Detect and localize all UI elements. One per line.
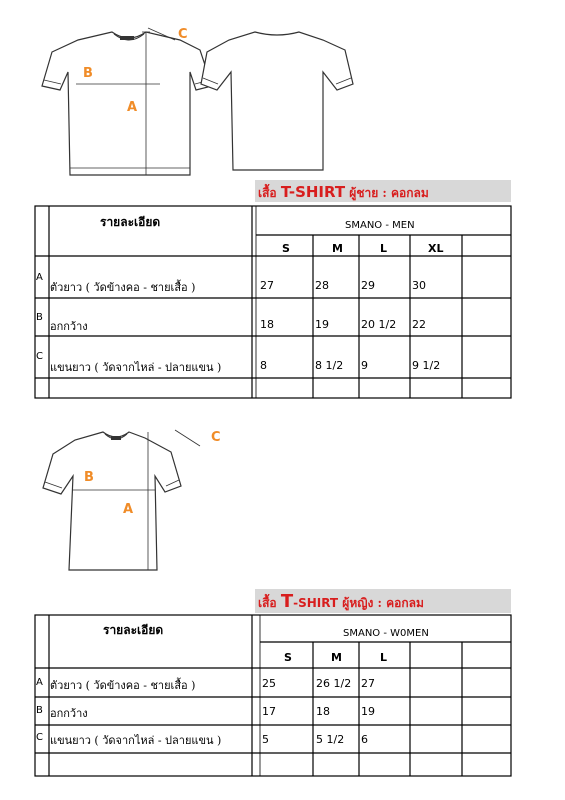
men-row-b-label: อกกว้าง [50, 320, 88, 333]
women-row-a-code: A [36, 677, 43, 688]
women-row-a-s: 25 [262, 677, 276, 690]
men-row-a-xl: 30 [412, 279, 426, 292]
men-row-c-code: C [36, 351, 43, 362]
women-title-t: T [280, 591, 294, 612]
women-measure-b-label: B [84, 470, 94, 485]
women-measure-a-label: A [123, 502, 134, 517]
women-row-c-s: 5 [262, 733, 269, 746]
men-row-a-code: A [36, 272, 43, 283]
men-measure-c-label: C [178, 27, 188, 42]
men-row-a-l: 29 [361, 279, 375, 292]
women-row-b-code: B [36, 705, 43, 716]
men-row-c-xl: 9 1/2 [412, 359, 441, 372]
men-row-c-s: 8 [260, 359, 267, 372]
women-row-b-l: 19 [361, 705, 375, 718]
men-row-c-label: แขนยาว ( วัดจากไหล่ - ปลายแขน ) [50, 361, 222, 374]
men-tshirt-back-diagram [195, 10, 365, 185]
men-size-xl: XL [428, 242, 444, 255]
women-row-b-label: อกกว้าง [50, 707, 88, 720]
women-row-a-m: 26 1/2 [316, 677, 352, 690]
women-size-s: S [284, 651, 292, 664]
women-row-c-m: 5 1/2 [316, 733, 345, 746]
men-row-b-l: 20 1/2 [361, 318, 397, 331]
women-size-m: M [331, 651, 342, 664]
women-details-header: รายละเอียด [103, 623, 164, 637]
men-row-c-l: 9 [361, 359, 368, 372]
men-row-b-xl: 22 [412, 318, 426, 331]
women-title-suffix: ผู้หญิง : คอกลม [338, 596, 424, 610]
men-row-b-m: 19 [315, 318, 329, 331]
women-row-c-l: 6 [361, 733, 368, 746]
women-title-shirt: -SHIRT [293, 596, 339, 610]
women-row-c-code: C [36, 732, 43, 743]
men-size-l: L [380, 242, 388, 255]
men-row-b-code: B [36, 312, 43, 323]
women-row-b-m: 18 [316, 705, 330, 718]
men-row-a-s: 27 [260, 279, 274, 292]
men-row-c-m: 8 1/2 [315, 359, 344, 372]
men-row-a-m: 28 [315, 279, 329, 292]
men-measure-a-label: A [127, 100, 138, 115]
women-row-c-label: แขนยาว ( วัดจากไหล่ - ปลายแขน ) [50, 734, 222, 747]
men-title-tshirt: T-SHIRT [280, 183, 346, 201]
men-title-prefix: เสื้อ [258, 186, 281, 200]
men-group-header: SMANO - MEN [345, 220, 415, 231]
women-title-prefix: เสื้อ [258, 596, 281, 610]
women-size-table-grid [0, 610, 565, 790]
men-row-a-label: ตัวยาว ( วัดข้างคอ - ชายเสื้อ ) [50, 281, 196, 294]
women-row-b-s: 17 [262, 705, 276, 718]
women-measure-c-label: C [211, 430, 221, 445]
women-row-a-l: 27 [361, 677, 375, 690]
men-measure-b-label: B [83, 66, 93, 81]
women-group-header: SMANO - W0MEN [343, 628, 429, 639]
men-row-b-s: 18 [260, 318, 274, 331]
women-row-a-label: ตัวยาว ( วัดข้างคอ - ชายเสื้อ ) [50, 679, 196, 692]
men-size-m: M [332, 242, 343, 255]
men-size-s: S [282, 242, 290, 255]
men-details-header: รายละเอียด [100, 215, 161, 229]
women-size-l: L [380, 651, 388, 664]
women-tshirt-front-diagram [35, 420, 235, 580]
men-title-suffix: ผู้ชาย : คอกลม [345, 186, 429, 200]
